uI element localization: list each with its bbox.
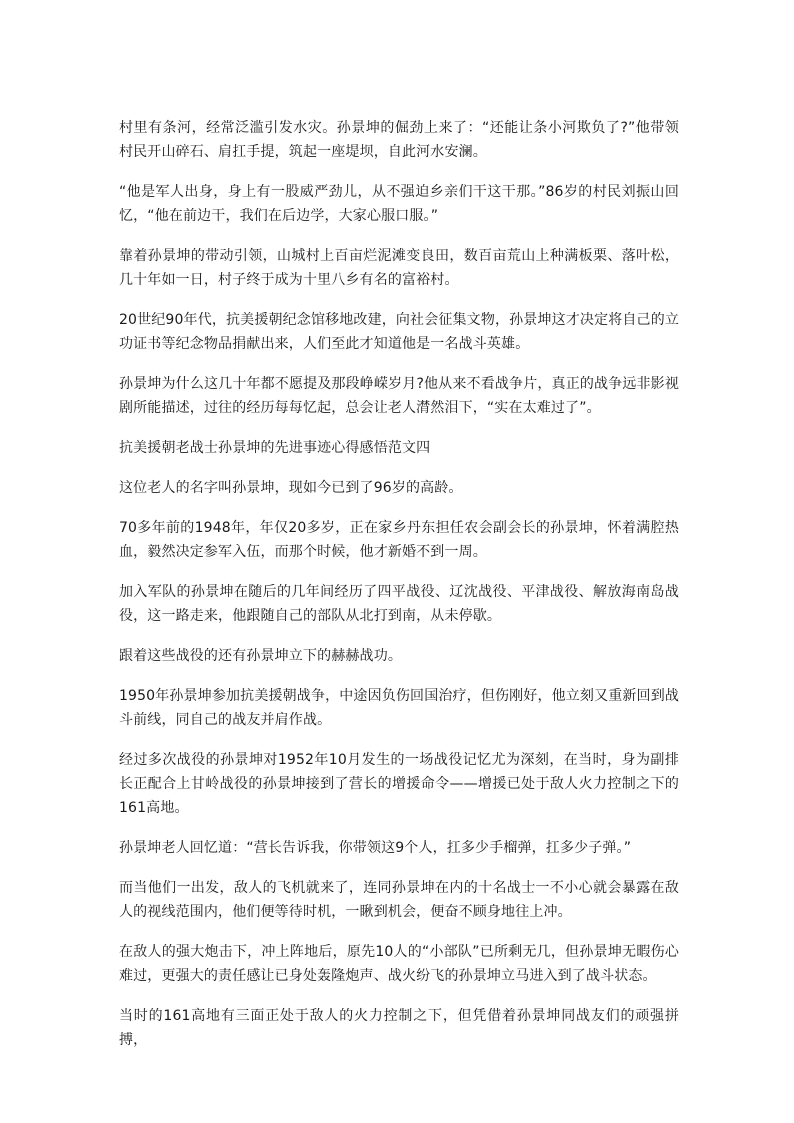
- paragraph-commander-quote: 孙景坤老人回忆道：“营长告诉我，你带领这9个人，扛多少手榴弹，扛多少子弹。”: [119, 840, 632, 856]
- paragraph-air-attack: 而当他们一出发，敌人的飞机就来了，连同孙景坤在内的十名战士一不小心就会暴露在敌人的视线范围内，他们便等待时机，一瞅到机会，便奋不顾身地往上冲。: [119, 880, 679, 920]
- paragraph-war-memories: 孙景坤为什么这几十年都不愿提及那段峥嵘岁月?他从来不看战争片，真正的战争远非影视剧所能描述，过往的经历每每忆起，总会让老人潸然泪下，“实在太难过了”。: [119, 376, 679, 416]
- paragraph-elder-intro: 这位老人的名字叫孙景坤，现如今已到了96岁的高龄。: [119, 480, 463, 496]
- paragraph-river-dam: 村里有条河，经常泛滥引发水灾。孙景坤的倔劲上来了：“还能让条小河欺负了?”他带领村民开山碎石、肩扛手提，筑起一座堤坝，自此河水安澜。: [119, 120, 679, 160]
- paragraph-merits: 跟着这些战役的还有孙景坤立下的赫赫战功。: [119, 648, 402, 664]
- paragraph-battle-state: 在敌人的强大炮击下，冲上阵地后，原先10人的“小部队”已所剩无几，但孙景坤无暇伤心难过，更强大的责任感让已身处轰隆炮声、战火纷飞的孙景坤立马进入到了战斗状态。: [119, 944, 679, 984]
- paragraph-villager-recollection: “他是军人出身，身上有一股威严劲儿，从不强迫乡亲们干这干那。”86岁的村民刘振山回忆，“他在前边干，我们在后边学，大家心服口服。”: [119, 184, 679, 224]
- paragraph-enlistment: 70多年前的1948年，年仅20多岁，正在家乡丹东担任农会副会长的孙景坤，怀着满腔热血，毅然决定参军入伍，而那个时候，他才新婚不到一周。: [119, 520, 679, 560]
- paragraph-hill-161-order: 经过多次战役的孙景坤对1952年10月发生的一场战役记忆尤为深刻，在当时，身为副排长正配合上甘岭战役的孙景坤接到了营长的增援命令——增援已处于敌人火力控制之下的161高地。: [119, 752, 679, 816]
- paragraph-campaigns: 加入军队的孙景坤在随后的几年间经历了四平战役、辽沈战役、平津战役、解放海南岛战役，这一路走来，他跟随自己的部队从北打到南，从未停歇。: [119, 584, 679, 624]
- section-heading: 抗美援朝老战士孙景坤的先进事迹心得感悟范文四: [119, 440, 431, 456]
- paragraph-korean-war: 1950年孙景坤参加抗美援朝战争，中途因负伤回国治疗，但伤刚好，他立刻又重新回到战斗前线，同自己的战友并肩作战。: [119, 688, 679, 728]
- paragraph-village-prosperity: 靠着孙景坤的带动引领，山城村上百亩烂泥滩变良田，数百亩荒山上种满板栗、落叶松，几十年如一日，村子终于成为十里八乡有名的富裕村。: [119, 248, 679, 288]
- paragraph-museum-donation: 20世纪90年代，抗美援朝纪念馆移地改建，向社会征集文物，孙景坤这才决定将自己的立功证书等纪念物品捐献出来，人们至此才知道他是一名战斗英雄。: [119, 312, 679, 352]
- paragraph-hill-defense: 当时的161高地有三面正处于敌人的火力控制之下，但凭借着孙景坤同战友们的顽强拼搏，: [119, 1008, 679, 1048]
- document-body: [119, 116, 679, 1068]
